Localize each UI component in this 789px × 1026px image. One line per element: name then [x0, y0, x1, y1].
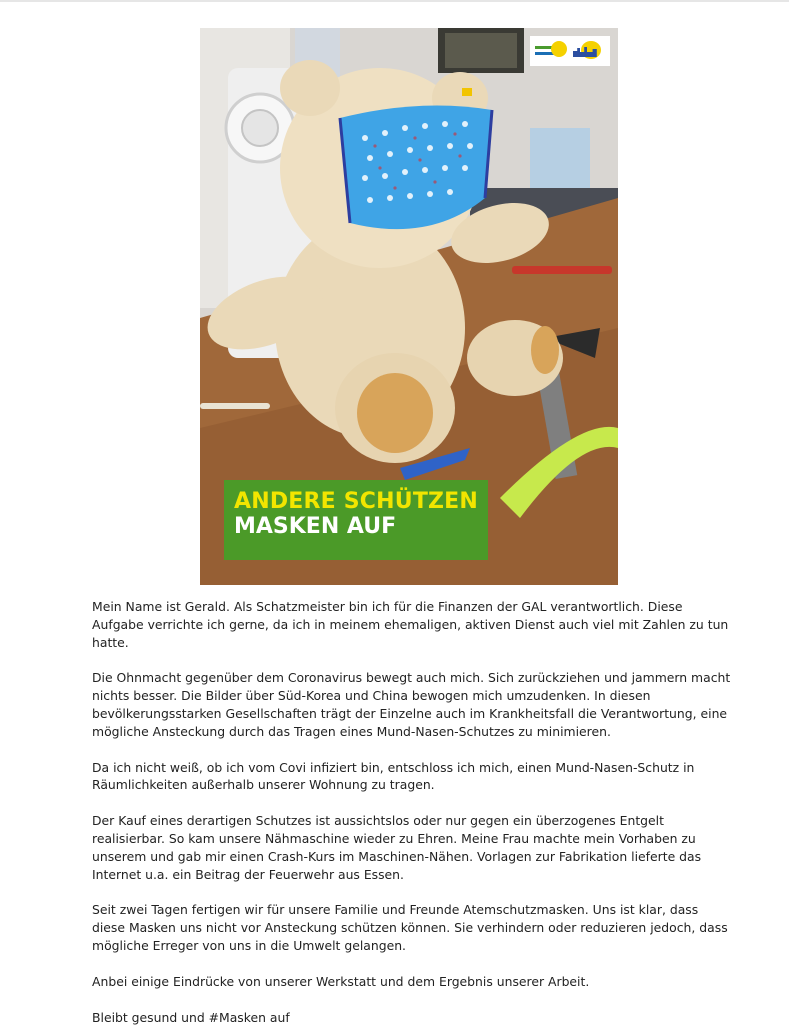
paragraph-impressions: Anbei einige Eindrücke von unserer Werkstatt und dem Ergebnis unserer Arbeit. — [92, 973, 590, 989]
paragraph-production: Seit zwei Tagen fertigen wir für unsere Familie und Freunde Atemschutzmasken. Uns ist klar, dass diese Masken uns nicht vor Ansteckung schützen können. Sie verhindern oder reduzieren jedoch, dass mögliche Erreger von uns in die Umwelt gelangen. — [92, 902, 728, 953]
paragraph-intro: Mein Name ist Gerald. Als Schatzmeister bin ich für die Finanzen der GAL verantwortlich. Diese Aufgabe verrichte ich gerne, da ich in meinem ehemaligen, aktiven Dienst auch viel mit Zahlen zu tun hatte. — [92, 599, 729, 650]
paragraph-closing: Bleibt gesund und #Masken auf — [92, 1009, 290, 1025]
teddy-mask-photo — [200, 28, 618, 585]
top-border — [0, 0, 789, 2]
banner-line-1: ANDERE SCHÜTZEN — [234, 489, 479, 514]
party-logos — [530, 36, 610, 66]
article-body — [92, 598, 732, 1026]
teddy-paw-pad — [357, 373, 433, 453]
gal-logo — [571, 39, 605, 63]
paragraph-sewing: Der Kauf eines derartigen Schutzes ist aussichtslos oder nur gegen ein überzogenes Entgelt realisierbar. So kam unsere Nähmaschine wieder zu Ehren. Meine Frau machte mein Vorhaben zu unserem und gab mir einen Crash-Kurs im Maschinen-Nähen. Vorlagen zur Fabrikation lieferte das Internet u.a. ein Beitrag der Feuerwehr aus Essen. — [92, 813, 702, 882]
paragraph-corona: Die Ohnmacht gegenüber dem Coronavirus bewegt auch mich. Sich zurückziehen und jammern macht nichts besser. Die Bilder über Süd-Korea und China bewogen mich umzudenken. In diesen bevölkerungsstarken Gesellschaften trägt der Einzelne auch im Krankheitsfall die Verantwortung, eine mögliche Ansteckung durch das Tragen eines Mund-Nasen-Schutzes zu minimieren. — [92, 670, 731, 739]
campaign-banner — [224, 480, 488, 560]
banner-line-2: MASKEN AUF — [234, 514, 397, 540]
paragraph-decision: Da ich nicht weiß, ob ich vom Covi infiziert bin, entschloss ich mich, einen Mund-Nasen-Schutz in Räumlichkeiten außerhalb unserer Wohnung zu tragen. — [92, 759, 695, 793]
gruene-logo — [535, 39, 569, 63]
